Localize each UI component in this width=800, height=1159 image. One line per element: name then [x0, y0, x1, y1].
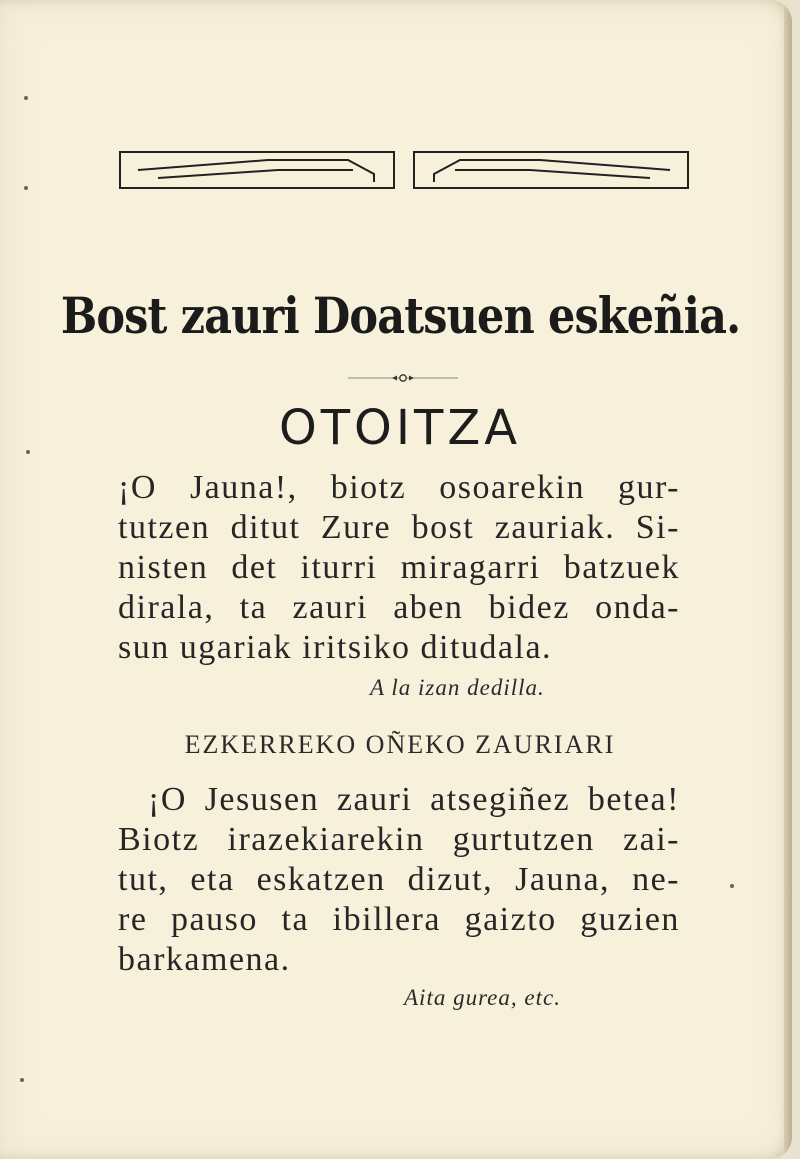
page-edge	[784, 0, 792, 1159]
prayer1-line: tutzen ditut Zure bost zauriak. Si-	[118, 509, 680, 546]
prayer-paragraph-2	[118, 780, 680, 980]
section-heading: OTOITZA	[278, 400, 522, 456]
title-divider	[348, 372, 458, 384]
prayer2-line: tut, eta eskatzen dizut, Jauna, ne-	[118, 861, 680, 898]
prayer1-line: ¡O Jauna!, biotz osoarekin gur-	[118, 469, 680, 506]
prayer2-closing: Aita gurea, etc.	[404, 985, 561, 1010]
prayer-paragraph-1	[118, 468, 680, 668]
prayer2-line: barkamena.	[118, 941, 291, 978]
wound-heading: EZKERREKO OÑEKO ZAURIARI	[184, 730, 616, 759]
prayer1-line: nisten det iturri miragarri batzuek	[118, 549, 680, 586]
prayer2-line: Biotz irazekiarekin gurtutzen zai-	[118, 821, 680, 858]
prayer2-line: re pauso ta ibillera gaizto guzien	[118, 901, 680, 938]
paper-speck	[24, 96, 28, 100]
prayer1-line: dirala, ta zauri aben bidez onda-	[118, 589, 680, 626]
paper-speck	[730, 884, 734, 888]
prayer2-line: ¡O Jesusen zauri atsegiñez betea!	[148, 781, 680, 818]
page-title: Bost zauri Doatsuen eskeñia.	[60, 286, 741, 345]
prayer1-closing: A la izan dedilla.	[370, 675, 545, 700]
paper-speck	[20, 1078, 24, 1082]
paper-speck	[26, 450, 30, 454]
paper-speck	[24, 186, 28, 190]
prayer1-line: sun ugariak iritsiko ditudala.	[118, 629, 553, 666]
header-ornament	[118, 148, 690, 192]
